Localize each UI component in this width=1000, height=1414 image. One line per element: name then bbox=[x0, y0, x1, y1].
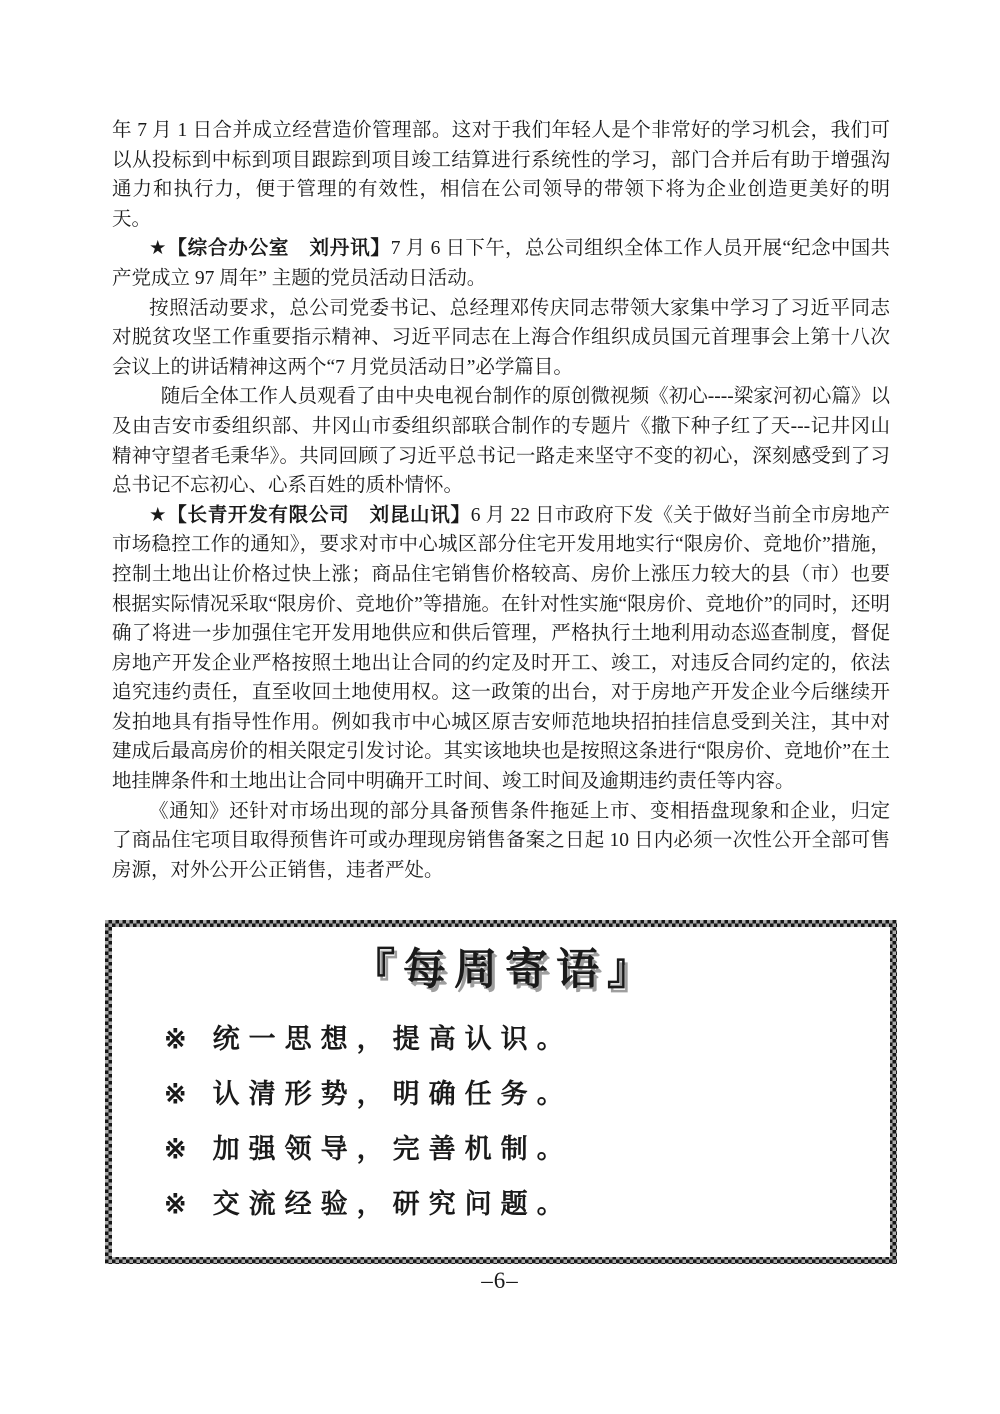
paragraph-text: 7 月 6 日下午，总公司组织全体工作人员开展“纪念中国共产党成立 97 周年” 主题的党员活动日活动。 bbox=[112, 238, 891, 289]
list-item-text: 统一思想，提高认识。 bbox=[212, 1024, 573, 1054]
list-item-text: 加强领导，完善机制。 bbox=[212, 1134, 573, 1164]
paragraph-notice-presale bbox=[112, 797, 890, 886]
reference-mark-icon: ※ bbox=[164, 1024, 187, 1054]
paragraph-changqing-company bbox=[112, 501, 890, 797]
paragraph-general-office bbox=[112, 234, 890, 293]
paragraph-text: 随后全体工作人员观看了由中央电视台制作的原创微视频《初心----梁家河初心篇》以及由吉安市委组织部、井冈山市委组织部联合制作的专题片《撒下种子红了天---记井冈山精神守望者毛秉华》。共同回顾了习近平总书记一路走来坚守不变的初心，深刻感受到了习总书记不忘初心、心系百姓的质朴情怀。 bbox=[112, 386, 890, 497]
paragraph-text: 年 7 月 1 日合并成立经营造价管理部。这对于我们年轻人是个非常好的学习机会，我们可以从投标到中标到项目跟踪到项目竣工结算进行系统性的学习，部门合并后有助于增强沟通力和执行力，便于管理的有效性，相信在公司领导的带领下将为企业创造更美好的明天。 bbox=[112, 120, 890, 230]
paragraph-video-viewing bbox=[112, 382, 890, 500]
paragraph-lead: ★【综合办公室 刘丹讯】 bbox=[149, 237, 391, 260]
list-item bbox=[164, 1133, 890, 1166]
weekly-message-title: 『每周寄语』 bbox=[352, 947, 658, 994]
paragraph-text: 6 月 22 日市政府下发《关于做好当前全市房地产市场稳控工作的通知》，要求对市中心城区部分住宅开发用地实行“限房价、竞地价”措施，控制土地出让价格过快上涨；商品住宅销售价格较高、房价上涨压力较大的县（市）也要根据实际情况采取“限房价、竞地价”等措施。在针对性实施“限房价、竞地价”的同时，还明确了将进一步加强住宅开发用地供应和供后管理，严格执行土地利用动态巡查制度，督促房地产开发企业严格按照土地出让合同的约定及时开工、竣工，对违反合同约定的，依法追究违约责任，直至收回土地使用权。这一政策的出台，对于房地产开发企业今后继续开发拍地具有指导性作用。例如我市中心城区原吉安师范地块招拍挂信息受到关注，其中对建成后最高房价的相关限定引发讨论。其实该地块也是按照这条进行“限房价、竞地价”在土地挂牌条件和土地出让合同中明确开工时间、竣工时间及逾期违约责任等内容。 bbox=[112, 504, 890, 793]
paragraph-lead: ★【长青开发有限公司 刘昆山讯】 bbox=[149, 503, 471, 526]
body-text bbox=[112, 116, 890, 885]
paragraph-text: 按照活动要求，总公司党委书记、总经理邓传庆同志带领大家集中学习了习近平同志对脱贫攻坚工作重要指示精神、习近平同志在上海合作组织成员国元首理事会上第十八次会议上的讲话精神这两个“7 月党员活动日”必学篇目。 bbox=[112, 297, 890, 378]
list-item bbox=[164, 1023, 890, 1056]
reference-mark-icon: ※ bbox=[164, 1134, 187, 1164]
paragraph-continuation bbox=[112, 116, 890, 234]
list-item-text: 交流经验，研究问题。 bbox=[212, 1189, 573, 1219]
list-item bbox=[164, 1188, 890, 1221]
page-number: –6– bbox=[481, 1268, 519, 1293]
weekly-message-inner bbox=[112, 927, 890, 1257]
paragraph-activity-requirements bbox=[112, 294, 890, 383]
list-item-text: 认清形势，明确任务。 bbox=[212, 1079, 573, 1109]
weekly-message-box bbox=[105, 920, 897, 1264]
paragraph-text: 《通知》还针对市场出现的部分具备预售条件拖延上市、变相捂盘现象和企业，归定了商品住宅项目取得预售许可或办理现房销售备案之日起 10 日内必须一次性公开全部可售房源，对外公开公正销售，违者严处。 bbox=[112, 800, 890, 881]
reference-mark-icon: ※ bbox=[164, 1189, 187, 1219]
reference-mark-icon: ※ bbox=[164, 1079, 187, 1109]
list-item bbox=[164, 1078, 890, 1111]
weekly-message-list bbox=[112, 999, 890, 1221]
